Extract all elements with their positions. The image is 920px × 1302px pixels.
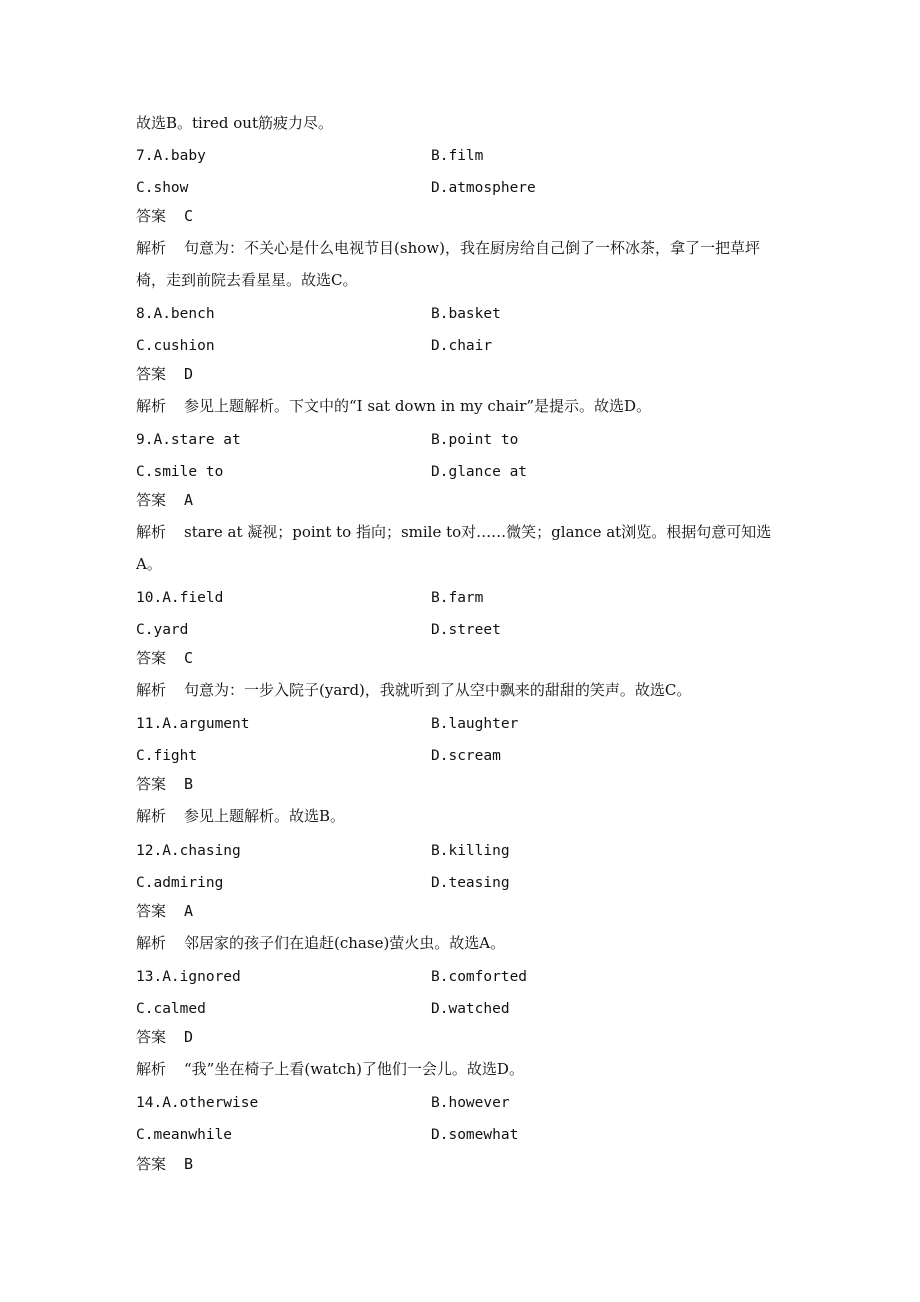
- q11-option-c: C.fight: [136, 748, 198, 764]
- answer-value: B: [184, 1155, 194, 1173]
- answer-value: D: [184, 1028, 194, 1046]
- q10-answer: [136, 648, 193, 668]
- q8-option-b: B.basket: [431, 306, 501, 322]
- q11-option-d: D.scream: [431, 748, 501, 764]
- answer-label: 答案: [136, 1028, 167, 1046]
- q13-option-c: C.calmed: [136, 1001, 206, 1017]
- analysis-text: 参见上题解析。故选B。: [184, 807, 346, 825]
- q8-answer: [136, 364, 193, 384]
- q13-analysis: [136, 1053, 788, 1085]
- q7-analysis: [136, 232, 788, 296]
- answer-label: 答案: [136, 365, 167, 383]
- intro-line: 故选B。tired out筋疲力尽。: [136, 114, 333, 132]
- analysis-text: 邻居家的孩子们在追赶(chase)萤火虫。故选A。: [184, 934, 506, 952]
- q11-answer: [136, 774, 193, 794]
- q14-answer: [136, 1154, 193, 1174]
- q9-option-c: C.smile to: [136, 464, 224, 480]
- analysis-text: “我”坐在椅子上看(watch)了他们一会儿。故选D。: [184, 1060, 524, 1078]
- answer-label: 答案: [136, 775, 167, 793]
- q12-option-b: B.killing: [431, 843, 510, 859]
- q12-answer: [136, 901, 193, 921]
- q14-option-b: B.however: [431, 1095, 510, 1111]
- q9-option-d: D.glance at: [431, 464, 528, 480]
- analysis-text: stare at 凝视；point to 指向；smile to对……微笑；glance at浏览。根据句意可知选A。: [136, 523, 772, 573]
- answer-value: A: [184, 491, 194, 509]
- answer-label: 答案: [136, 902, 167, 920]
- q8-option-d: D.chair: [431, 338, 493, 354]
- answer-value: D: [184, 365, 194, 383]
- q12-option-d: D.teasing: [431, 875, 510, 891]
- analysis-text: 参见上题解析。下文中的“I sat down in my chair”是提示。故选D。: [184, 397, 652, 415]
- q11-option-b: B.laughter: [431, 716, 519, 732]
- q12-analysis: [136, 927, 788, 959]
- q9-option-b: B.point to: [431, 432, 519, 448]
- q10-option-d: D.street: [431, 622, 501, 638]
- q7-option-c: C.show: [136, 180, 189, 196]
- analysis-label: 解析: [136, 1060, 167, 1078]
- analysis-label: 解析: [136, 807, 167, 825]
- q13-answer: [136, 1027, 193, 1047]
- q8-option-a: 8.A.bench: [136, 306, 215, 322]
- answer-label: 答案: [136, 491, 167, 509]
- answer-value: C: [184, 649, 194, 667]
- q14-option-d: D.somewhat: [431, 1127, 519, 1143]
- answer-label: 答案: [136, 649, 167, 667]
- q7-answer: [136, 206, 193, 226]
- q8-option-c: C.cushion: [136, 338, 215, 354]
- q11-analysis: [136, 800, 788, 832]
- analysis-label: 解析: [136, 239, 167, 257]
- q13-option-b: B.comforted: [431, 969, 528, 985]
- q9-analysis: [136, 516, 788, 580]
- answer-value: A: [184, 902, 194, 920]
- q10-option-c: C.yard: [136, 622, 189, 638]
- q9-option-a: 9.A.stare at: [136, 432, 241, 448]
- answer-label: 答案: [136, 1155, 167, 1173]
- analysis-label: 解析: [136, 397, 167, 415]
- q11-option-a: 11.A.argument: [136, 716, 250, 732]
- q7-option-d: D.atmosphere: [431, 180, 536, 196]
- answer-value: C: [184, 207, 194, 225]
- q7-option-b: B.film: [431, 148, 484, 164]
- q12-option-a: 12.A.chasing: [136, 843, 241, 859]
- analysis-label: 解析: [136, 523, 167, 541]
- analysis-label: 解析: [136, 934, 167, 952]
- q10-option-a: 10.A.field: [136, 590, 224, 606]
- q9-answer: [136, 490, 193, 510]
- answer-label: 答案: [136, 207, 167, 225]
- q12-option-c: C.admiring: [136, 875, 224, 891]
- q13-option-a: 13.A.ignored: [136, 969, 241, 985]
- q10-option-b: B.farm: [431, 590, 484, 606]
- q8-analysis: [136, 390, 788, 422]
- analysis-text: 句意为：一步入院子(yard)，我就听到了从空中飘来的甜甜的笑声。故选C。: [184, 681, 692, 699]
- q7-option-a: 7.A.baby: [136, 148, 206, 164]
- analysis-text: 句意为：不关心是什么电视节目(show)，我在厨房给自己倒了一杯冰茶，拿了一把草坪椅，走到前院去看星星。故选C。: [136, 239, 760, 289]
- analysis-label: 解析: [136, 681, 167, 699]
- q13-option-d: D.watched: [431, 1001, 510, 1017]
- q10-analysis: [136, 674, 788, 706]
- answer-value: B: [184, 775, 194, 793]
- q14-option-a: 14.A.otherwise: [136, 1095, 259, 1111]
- q14-option-c: C.meanwhile: [136, 1127, 233, 1143]
